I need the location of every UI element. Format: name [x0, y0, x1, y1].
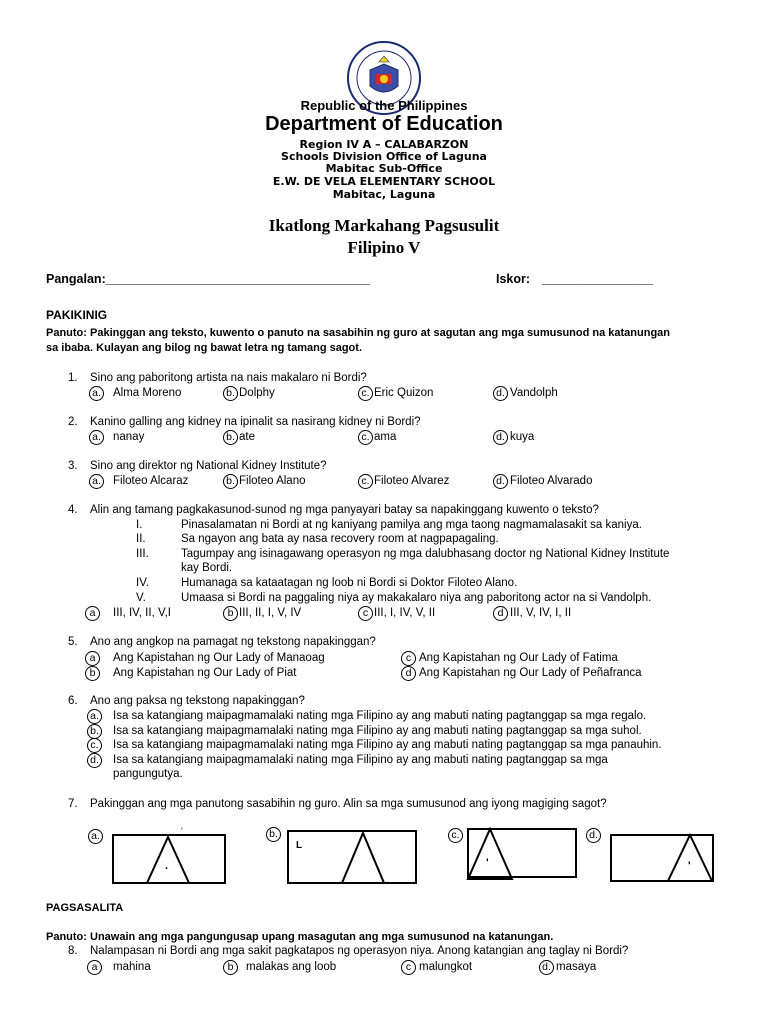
- q3-option-d-text: Filoteo Alvarado: [510, 475, 593, 487]
- question-7-number: 7.: [68, 798, 78, 810]
- section-heading-pagsasalita: PAGSASALITA: [46, 902, 124, 914]
- section2-instructions: Panuto: Unawain ang mga pangungusap upang masagutan ang mga sumusunod na katanungan.: [46, 931, 554, 943]
- town-line: Mabitac, Laguna: [332, 188, 436, 201]
- q6-option-b-circle[interactable]: b.: [87, 724, 102, 739]
- q2-option-c-text: ama: [374, 431, 397, 443]
- q3-option-c-text: Filoteo Alvarez: [374, 475, 450, 487]
- q6-option-b-text: Isa sa katangiang maipagmamalaki nating mga Filipino ay ang mabuti nating pagtanggap sa mga suhol.: [113, 725, 642, 737]
- q4-item-text: Tagumpay ang isinagawang operasyon ng mga dalubhasang doctor ng National Kidney Institute: [181, 548, 670, 560]
- q8-option-c-text: malungkot: [419, 961, 473, 973]
- score-label: Iskor:: [496, 272, 531, 286]
- q4-item-text: Umaasa si Bordi na paggaling niya ay makakalaro niya ang paboritong actor na si Vandolph.: [181, 592, 652, 604]
- instructions-line-1: Panuto: Pakinggan ang teksto, kuwento o panuto na sasabihin ng guro at sagutan ang mga sumusunod na katanungan: [46, 327, 670, 339]
- question-6-number: 6.: [68, 695, 78, 707]
- q5-option-c-circle[interactable]: c: [401, 651, 416, 666]
- q8-option-c-circle[interactable]: c: [401, 960, 416, 975]
- name-field[interactable]: Pangalan:______________________________________: [46, 272, 370, 286]
- q3-option-d-circle[interactable]: d.: [493, 474, 508, 489]
- q6-option-d-continuation: pangungutya.: [113, 768, 183, 780]
- q6-option-d-text: Isa sa katangiang maipagmamalaki nating mga Filipino ay ang mabuti nating pagtanggap sa mga: [113, 754, 608, 766]
- school-line: E.W. DE VELA ELEMENTARY SCHOOL: [272, 175, 496, 188]
- q4-option-b-text: III, II, I, V, IV: [239, 607, 302, 619]
- republic-line: Republic of the Philippines: [300, 98, 468, 113]
- question-7-text: Pakinggan ang mga panutong sasabihin ng guro. Alin sa mga sumusunod ang iyong magiging sagot?: [90, 798, 607, 810]
- region-line: Region IV A – CALABARZON: [299, 138, 469, 151]
- q2-option-d-text: kuya: [510, 431, 535, 443]
- q4-item-text: Humanaga sa kataatagan ng loob ni Bordi si Doktor Filoteo Alano.: [181, 577, 518, 589]
- q4-option-b-circle[interactable]: b: [223, 606, 238, 621]
- q6-option-a-circle[interactable]: a.: [87, 709, 102, 724]
- q7-figure-d-dot: ': [688, 860, 691, 872]
- q5-option-c-text: Ang Kapistahan ng Our Lady of Fatima: [419, 652, 618, 664]
- q7-option-a-circle[interactable]: a.: [88, 829, 103, 844]
- q1-option-c-circle[interactable]: c.: [358, 386, 373, 401]
- score-field[interactable]: ________________: [542, 272, 654, 286]
- q2-option-b-text: ate: [239, 431, 255, 443]
- q7-figure-c-triangle: [467, 828, 513, 880]
- q1-option-a-circle[interactable]: a.: [89, 386, 104, 401]
- q2-option-c-circle[interactable]: c.: [358, 430, 373, 445]
- q4-option-d-text: III, V, IV, I, II: [510, 607, 572, 619]
- question-1-number: 1.: [68, 372, 78, 384]
- q4-item-text: kay Bordi.: [181, 562, 233, 574]
- q5-option-d-circle[interactable]: d: [401, 666, 416, 681]
- department-title: Department of Education: [265, 113, 503, 135]
- q1-option-a-text: Alma Moreno: [113, 387, 182, 399]
- q7-option-c-circle[interactable]: c.: [448, 828, 463, 843]
- q1-option-d-text: Vandolph: [510, 387, 558, 399]
- q7-figure-b-triangle: [341, 832, 385, 884]
- exam-title: Ikatlong Markahang Pagsusulit: [268, 216, 500, 235]
- q2-option-d-circle[interactable]: d.: [493, 430, 508, 445]
- exam-subject: Filipino V: [347, 238, 421, 257]
- q8-option-b-text: malakas ang loob: [246, 961, 337, 973]
- question-4-text: Alin ang tamang pagkakasunod-sunod ng mga panyayari batay sa napakinggang kuwento o teksto?: [90, 504, 599, 516]
- q1-option-b-text: Dolphy: [239, 387, 275, 399]
- q8-option-d-circle[interactable]: d.: [539, 960, 554, 975]
- q1-option-d-circle[interactable]: d.: [493, 386, 508, 401]
- section-heading-pakikinig: PAKIKINIG: [46, 308, 108, 322]
- question-5-number: 5.: [68, 636, 78, 648]
- q4-item-roman: I.: [136, 519, 143, 531]
- q4-item-text: Sa ngayon ang bata ay nasa recovery room at nagpapagaling.: [181, 533, 499, 545]
- q4-item-roman: IV.: [136, 577, 150, 589]
- q7-figure-a-dot: .: [165, 860, 169, 872]
- q4-option-c-text: III, I, IV, V, II: [374, 607, 436, 619]
- q3-option-b-text: Filoteo Alano: [239, 475, 306, 487]
- q8-option-a-text: mahina: [113, 961, 151, 973]
- q2-option-a-text: nanay: [113, 431, 145, 443]
- question-5-text: Ano ang angkop na pamagat ng tekstong napakinggan?: [90, 636, 376, 648]
- q4-option-a-circle[interactable]: a: [85, 606, 100, 621]
- q8-option-a-circle[interactable]: a: [87, 960, 102, 975]
- question-1-text: Sino ang paboritong artista na nais makalaro ni Bordi?: [90, 372, 367, 384]
- q5-option-a-circle[interactable]: a: [85, 651, 100, 666]
- q7-option-d-circle[interactable]: d.: [586, 828, 601, 843]
- q3-option-b-circle[interactable]: b.: [223, 474, 238, 489]
- question-2-number: 2.: [68, 416, 78, 428]
- question-2-text: Kanino galling ang kidney na ipinalit sa nasirang kidney ni Bordi?: [90, 416, 421, 428]
- question-3-number: 3.: [68, 460, 78, 472]
- q7-option-b-circle[interactable]: b.: [266, 827, 281, 842]
- q2-option-b-circle[interactable]: b.: [223, 430, 238, 445]
- q7-figure-a-mark: ': [181, 826, 183, 836]
- q8-option-b-circle[interactable]: b: [223, 960, 238, 975]
- q2-option-a-circle[interactable]: a.: [89, 430, 104, 445]
- q3-option-a-text: Filoteo Alcaraz: [113, 475, 189, 487]
- q6-option-c-text: Isa sa katangiang maipagmamalaki nating mga Filipino ay ang mabuti nating pagtanggap sa mga panauhin.: [113, 739, 662, 751]
- q5-option-a-text: Ang Kapistahan ng Our Lady of Manaoag: [113, 652, 325, 664]
- q6-option-d-circle[interactable]: d.: [87, 753, 102, 768]
- q5-option-b-text: Ang Kapistahan ng Our Lady of Piat: [113, 667, 297, 679]
- instructions-line-2: sa ibaba. Kulayan ang bilog ng bawat letra ng tamang sagot.: [46, 342, 362, 354]
- q6-option-c-circle[interactable]: c.: [87, 738, 102, 753]
- q5-option-b-circle[interactable]: b: [85, 666, 100, 681]
- suboffice-line: Mabitac Sub-Office: [325, 162, 443, 175]
- q7-figure-d-triangle: [667, 834, 713, 882]
- q4-option-d-circle[interactable]: d: [493, 606, 508, 621]
- q7-figure-b-letter: L: [296, 840, 303, 851]
- question-3-text: Sino ang direktor ng National Kidney Institute?: [90, 460, 327, 472]
- q4-item-roman: II.: [136, 533, 146, 545]
- q3-option-c-circle[interactable]: c.: [358, 474, 373, 489]
- division-line: Schools Division Office of Laguna: [281, 150, 487, 163]
- q8-option-d-text: masaya: [556, 961, 597, 973]
- q5-option-d-text: Ang Kapistahan ng Our Lady of Peñafranca: [419, 667, 642, 679]
- question-8-number: 8.: [68, 945, 78, 957]
- q1-option-b-circle[interactable]: b.: [223, 386, 238, 401]
- q4-option-a-text: III, IV, II, V,I: [113, 607, 171, 619]
- question-8-text: Nalampasan ni Bordi ang mga sakit pagkatapos ng operasyon niya. Anong katangian ang taglay ni Bordi?: [90, 945, 629, 957]
- q7-figure-c-dot: ': [486, 857, 489, 869]
- q3-option-a-circle[interactable]: a.: [89, 474, 104, 489]
- q4-item-roman: V.: [136, 592, 146, 604]
- question-6-text: Ano ang paksa ng tekstong napakinggan?: [90, 695, 305, 707]
- question-4-number: 4.: [68, 504, 78, 516]
- q1-option-c-text: Eric Quizon: [374, 387, 434, 399]
- q6-option-a-text: Isa sa katangiang maipagmamalaki nating mga Filipino ay ang mabuti nating pagtanggap sa mga regalo.: [113, 710, 647, 722]
- q4-option-c-circle[interactable]: c: [358, 606, 373, 621]
- q4-item-text: Pinasalamatan ni Bordi at ng kaniyang pamilya ang mga taong nagmamalasakit sa kaniya.: [181, 519, 642, 531]
- q4-item-roman: III.: [136, 548, 149, 560]
